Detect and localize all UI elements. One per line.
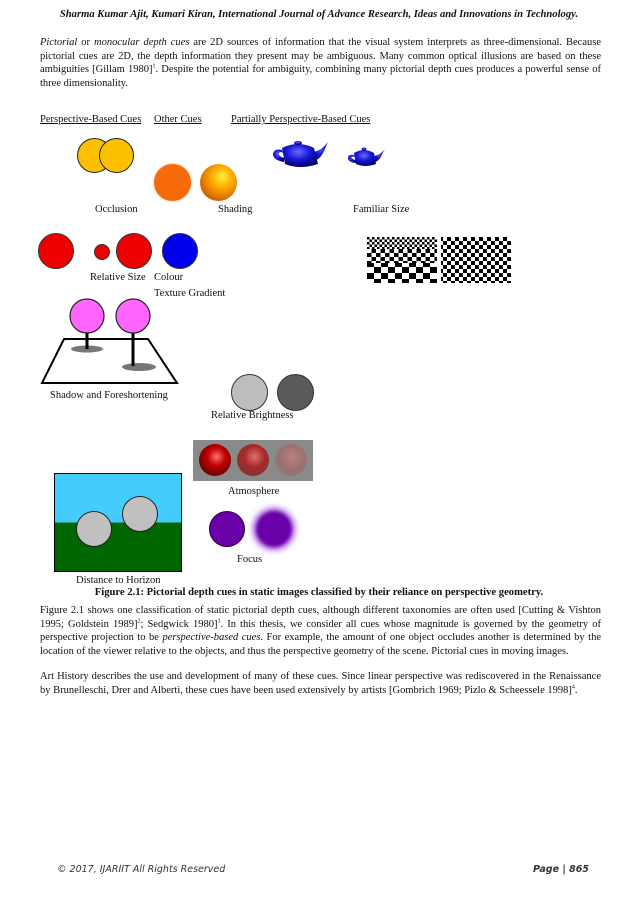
text: Figure 2.1 shows one classification of static pictorial depth cues, although different taxonomies are often used [Cutting & Vishton 1995; Goldstein 1989] — [40, 605, 601, 630]
occlusion-circle-front — [99, 138, 134, 173]
footer-page-number: Page | 865 — [533, 864, 589, 875]
atmosphere-panel — [193, 440, 313, 481]
footer-copyright: © 2017, IJARIIT All Rights Reserved — [57, 864, 226, 875]
figure-caption: Figure 2.1: Pictorial depth cues in static images classified by their reliance on perspective geometry. — [94, 587, 544, 598]
focus-circle-sharp — [209, 511, 245, 547]
texture-gradient-checkerboards — [367, 237, 513, 283]
term-pictorial: Pictorial — [40, 37, 78, 48]
label-shadow-foreshortening: Shadow and Foreshortening — [50, 390, 168, 401]
text: . In this thesis, we consider all cues whose magnitude is governed by the geometry of perspective projection to be — [40, 618, 602, 644]
term-perspective-based: perspective-based cues — [162, 632, 261, 644]
label-texture-gradient: Texture Gradient — [154, 288, 226, 299]
footnote-ref: 3 — [217, 618, 221, 625]
label-relative-brightness: Relative Brightness — [211, 410, 294, 421]
body-paragraph-1 — [40, 604, 601, 658]
label-relative-size: Relative Size — [90, 272, 146, 283]
label-familiar-size: Familiar Size — [353, 204, 410, 215]
shading-shaded-sphere — [200, 164, 237, 201]
text: are 2D sources of information that the visual system interprets as three-dimensional. Because pictorial cues are 2D, the depth information they present may be ambiguous. Many common optical illusions are based on these ambiguities [Gillam 1980] — [40, 37, 601, 76]
horizon-circle-far — [122, 496, 158, 532]
focus-circle-blurred — [256, 511, 292, 547]
body-paragraph-2 — [40, 670, 601, 697]
intro-paragraph — [40, 36, 601, 90]
category-perspective-based: Perspective-Based Cues — [40, 114, 142, 125]
text: Art History describes the use and development of many of these cues. Since linear perspective was rediscovered in the Renaissance by Brunelleschi, Drer and Alberti, these cues have been used extensively by artists [Gombrich 1969; Pizlo & Scheessele 1998] — [40, 671, 601, 696]
label-atmosphere: Atmosphere — [228, 486, 280, 497]
label-distance-horizon: Distance to Horizon — [76, 575, 161, 586]
atmosphere-sphere-near — [199, 444, 231, 476]
text: or — [77, 37, 95, 48]
text: ; Sedgwick 1980] — [140, 618, 218, 630]
term-monocular: monocular depth cues — [94, 37, 190, 48]
text: . Despite the potential for ambiguity, combining many pictorial depth cues produces a powerful sense of three dimensionality. — [40, 64, 601, 89]
distance-horizon-panel — [54, 473, 182, 572]
text: . For example, the amount of one object occludes another is determined by the location of the viewer relative to the objects, and thus the perspective geometry of the scene. Pictorial cues in moving images. — [40, 632, 601, 657]
label-shading: Shading — [218, 204, 253, 215]
relative-size-circle-small — [94, 244, 110, 260]
shadow-foreshortening-illustration — [38, 297, 183, 389]
atmosphere-sphere-far — [275, 444, 307, 476]
label-focus: Focus — [237, 554, 263, 565]
label-colour: Colour — [154, 272, 184, 283]
atmosphere-sphere-mid — [237, 444, 269, 476]
running-header: Sharma Kumar Ajit, Kumari Kiran, International Journal of Advance Research, Ideas and Innovations in Technology. — [59, 9, 579, 20]
shading-flat-sphere — [154, 164, 191, 201]
colour-circle-blue — [162, 233, 198, 269]
horizon-circle-near — [76, 511, 112, 547]
category-partially-perspective: Partially Perspective-Based Cues — [231, 114, 371, 125]
relative-size-circle-large — [38, 233, 74, 269]
brightness-circle-dark — [277, 374, 314, 411]
brightness-circle-light — [231, 374, 268, 411]
label-occlusion: Occlusion — [95, 204, 138, 215]
teapot-icon — [270, 136, 390, 174]
text: . — [574, 684, 578, 696]
footnote-ref: 2 — [137, 618, 141, 625]
colour-circle-red — [116, 233, 152, 269]
footnote-ref: 4 — [571, 684, 575, 691]
category-other: Other Cues — [154, 114, 202, 125]
footnote-ref: 1 — [152, 63, 156, 70]
